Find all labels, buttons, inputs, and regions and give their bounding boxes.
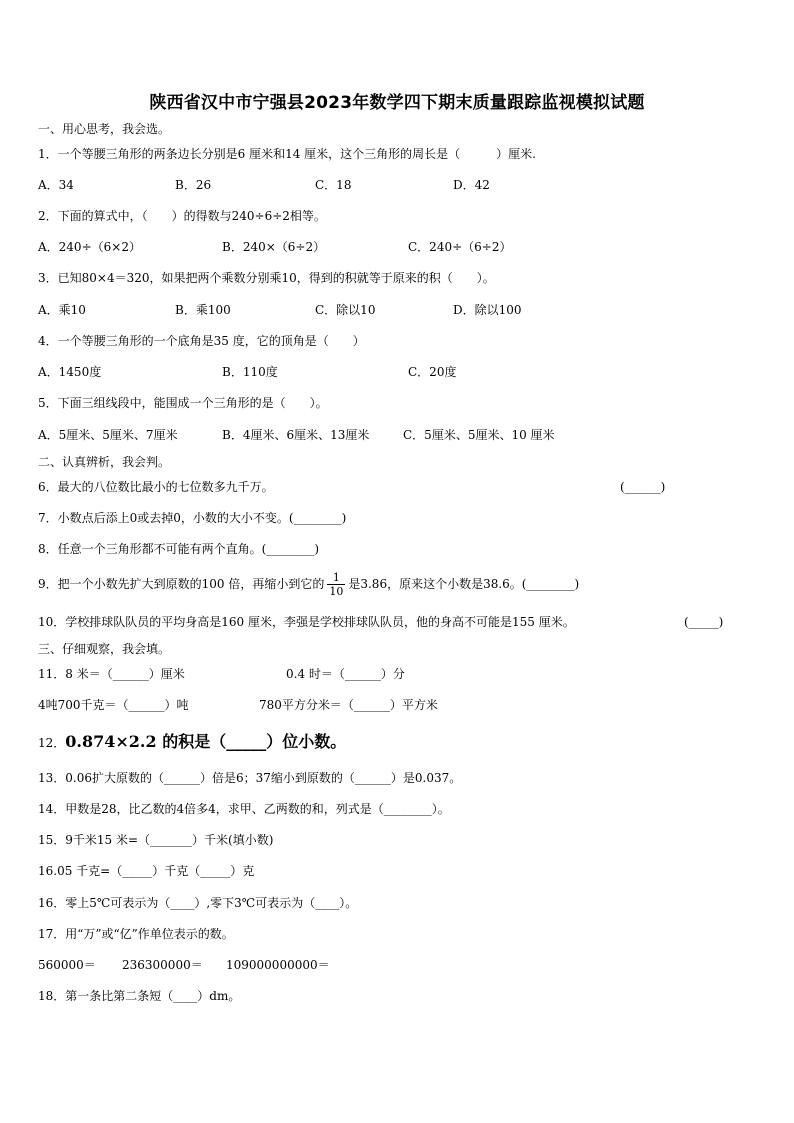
- question-9: [38, 569, 579, 599]
- question-3: 3．已知80×4＝320，如果把两个乘数分别乘10，得到的积就等于原来的积（ ）。: [38, 271, 495, 285]
- question-14: 14．甲数是28，比乙数的4倍多4，求甲、乙两数的和，列式是（________）。: [38, 802, 450, 816]
- question-5: 5．下面三组线段中，能围成一个三角形的是（ ）。: [38, 396, 328, 410]
- q9-text-after: 是3.86，原来这个小数是38.6。(________): [348, 577, 580, 591]
- q12-number: 12．: [38, 736, 66, 750]
- question-1: 1．一个等腰三角形的两条边长分别是6 厘米和14 厘米，这个三角形的周长是（ ）厘米.: [38, 147, 536, 161]
- question-16: 16．零上5℃可表示为（____）,零下3℃可表示为（____）。: [38, 896, 358, 910]
- question-11c: 4吨700千克＝（______）吨: [38, 698, 189, 712]
- q5-option-b: B．4厘米、6厘米、13厘米: [222, 428, 370, 442]
- q17-item-b: 236300000＝: [122, 958, 203, 972]
- question-11b: 0.4 时＝（______）分: [286, 667, 405, 681]
- q2-option-c: C．240÷（6÷2）: [408, 240, 512, 254]
- question-11d: 780平方分米＝（______）平方米: [259, 698, 438, 712]
- q17-item-c: 109000000000＝: [226, 958, 330, 972]
- fraction-numerator: 1: [327, 571, 345, 585]
- q3-option-c: C．除以10: [315, 303, 376, 317]
- question-6: 6．最大的八位数比最小的七位数多九千万。: [38, 480, 274, 494]
- q1-option-a: A．34: [38, 178, 74, 192]
- q2-option-b: B．240×（6÷2）: [222, 240, 326, 254]
- question-4: 4．一个等腰三角形的一个底角是35 度，它的顶角是（ ）: [38, 334, 365, 348]
- question-11a: 11．8 米＝（______）厘米: [38, 667, 185, 681]
- q6-answer-blank[interactable]: (______): [620, 480, 666, 494]
- section-heading-2: 二、认真辨析，我会判。: [38, 455, 171, 469]
- question-12: [38, 732, 346, 753]
- q5-option-a: A．5厘米、5厘米、7厘米: [38, 428, 178, 442]
- q4-option-a: A．1450度: [38, 365, 102, 379]
- question-7: 7．小数点后添上0或去掉0，小数的大小不变。(________): [38, 511, 347, 525]
- q4-option-b: B．110度: [222, 365, 278, 379]
- q2-option-a: A．240÷（6×2）: [38, 240, 141, 254]
- q3-option-b: B．乘100: [175, 303, 231, 317]
- fraction-denominator: 10: [329, 585, 344, 598]
- q1-option-c: C．18: [315, 178, 352, 192]
- question-18: 18．第一条比第二条短（____）dm。: [38, 989, 241, 1003]
- question-8: 8．任意一个三角形都不可能有两个直角。(________): [38, 542, 319, 556]
- q1-option-b: B．26: [175, 178, 212, 192]
- q17-item-a: 560000＝: [38, 958, 96, 972]
- q4-option-c: C．20度: [408, 365, 457, 379]
- q12-text: 0.874×2.2 的积是（_____）位小数。: [65, 732, 347, 751]
- q3-option-d: D．除以100: [453, 303, 522, 317]
- fraction-one-tenth: [327, 571, 345, 598]
- q10-answer-blank[interactable]: (_____): [684, 615, 724, 629]
- page-title: 陕西省汉中市宁强县2023年数学四下期末质量跟踪监视模拟试题: [149, 93, 645, 113]
- question-2: 2．下面的算式中，（ ）的得数与240÷6÷2相等。: [38, 209, 326, 223]
- question-10: 10．学校排球队队员的平均身高是160 厘米，李强是学校排球队队员，他的身高不可能是155 厘米。: [38, 615, 575, 629]
- question-15: 15．9千米15 米=（_______）千米(填小数): [38, 833, 274, 847]
- question-13: 13．0.06扩大原数的（______）倍是6；37缩小到原数的（______）是0.037。: [38, 771, 462, 785]
- q5-option-c: C．5厘米、5厘米、10 厘米: [403, 428, 555, 442]
- q3-option-a: A．乘10: [38, 303, 86, 317]
- question-16a: 16.05 千克=（_____）千克（_____）克: [38, 864, 255, 878]
- q1-option-d: D．42: [453, 178, 490, 192]
- question-17: 17．用“万”或“亿”作单位表示的数。: [38, 927, 234, 941]
- section-heading-3: 三、仔细观察，我会填。: [38, 642, 171, 656]
- q9-text-before: 9．把一个小数先扩大到原数的100 倍，再缩小到它的: [38, 577, 325, 591]
- section-heading-1: 一、用心思考，我会选。: [38, 122, 171, 136]
